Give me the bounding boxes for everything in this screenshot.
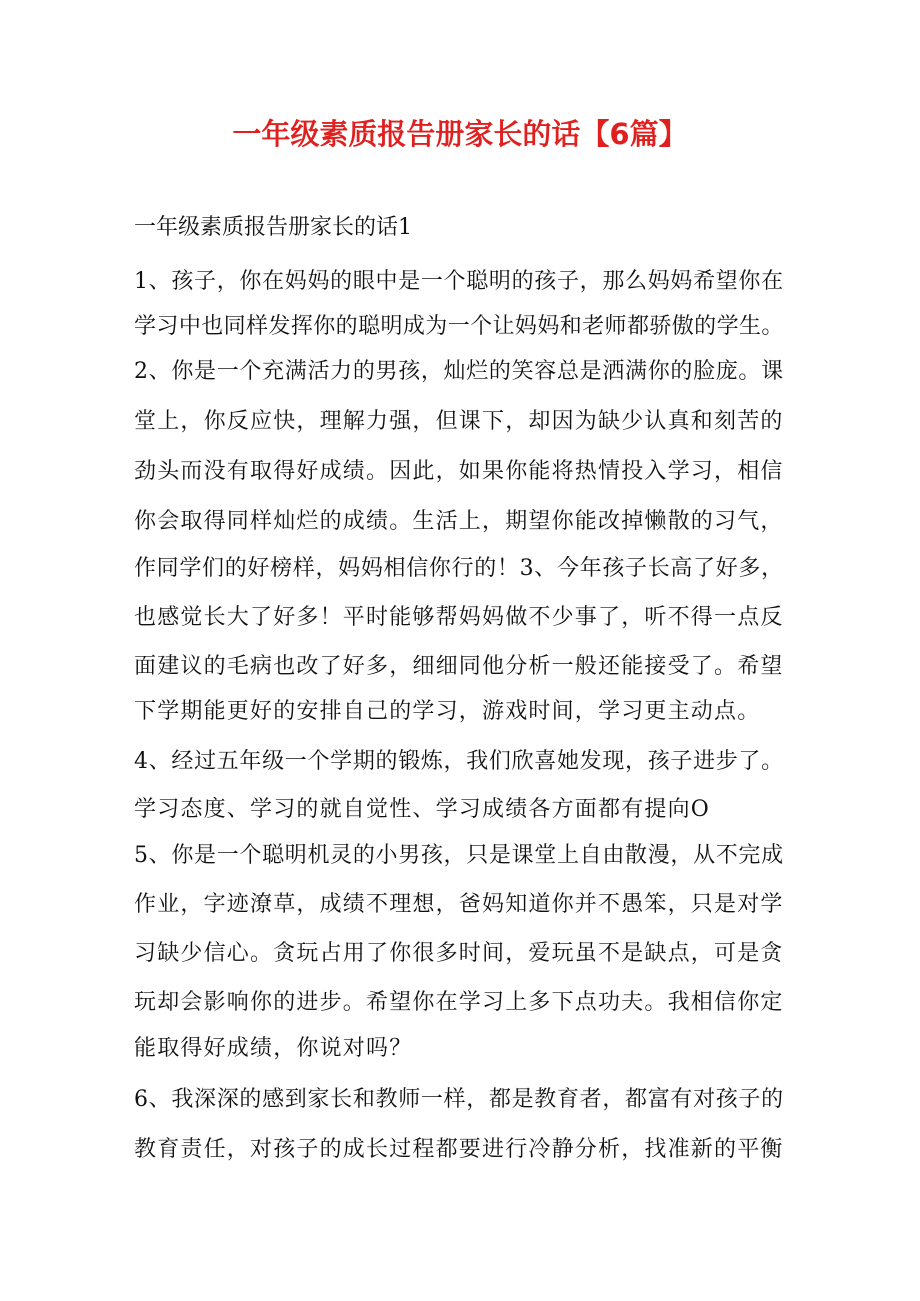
paragraph-line: 面建议的毛病也改了好多，细细同他分析一般还能接受了。希望 — [134, 654, 784, 679]
paragraph-line: 5、你是一个聪明机灵的小男孩，只是课堂上自由散漫，从不完成 — [134, 843, 784, 868]
paragraph-line: 下学期能更好的安排自己的学习，游戏时间，学习更主动点。 — [134, 699, 761, 724]
paragraph-line: 也感觉长大了好多！平时能够帮妈妈做不少事了，听不得一点反 — [134, 605, 784, 630]
paragraph-line: 作业，字迹潦草，成绩不理想，爸妈知道你并不愚笨，只是对学 — [134, 892, 784, 917]
paragraph-line: 学习态度、学习的就自觉性、学习成绩各方面都有提向O — [134, 797, 711, 822]
paragraph-line: 6、我深深的感到家长和教师一样，都是教育者，都富有对孩子的 — [134, 1087, 784, 1112]
paragraph-line: 1、孩子，你在妈妈的眼中是一个聪明的孩子，那么妈妈希望你在 — [134, 269, 784, 294]
paragraph-line: 学习中也同样发挥你的聪明成为一个让妈妈和老师都骄傲的学生。 — [134, 314, 784, 339]
paragraph-line: 玩却会影响你的进步。希望你在学习上多下点功夫。我相信你定 — [134, 990, 784, 1015]
paragraph-line: 你会取得同样灿烂的成绩。生活上，期望你能改掉懒散的习气， — [134, 509, 784, 534]
section-heading: 一年级素质报告册家长的话1 — [134, 215, 412, 240]
paragraph-line: 2、你是一个充满活力的男孩，灿烂的笑容总是洒满你的脸庞。课 — [134, 359, 784, 384]
paragraph-line: 习缺少信心。贪玩占用了你很多时间，爱玩虽不是缺点，可是贪 — [134, 941, 784, 966]
document-title: 一年级素质报告册家长的话【6篇】 — [232, 117, 688, 151]
paragraph-line: 堂上，你反应快，理解力强，但课下，却因为缺少认真和刻苦的 — [134, 409, 784, 434]
paragraph-line: 4、经过五年级一个学期的锻炼，我们欣喜她发现，孩子进步了。 — [134, 749, 784, 774]
paragraph-line: 劲头而没有取得好成绩。因此，如果你能将热情投入学习，相信 — [134, 459, 784, 484]
paragraph-line: 作同学们的好榜样，妈妈相信你行的！3、今年孩子长高了好多， — [134, 556, 784, 581]
paragraph-line: 教育责任，对孩子的成长过程都要进行冷静分析，找准新的平衡 — [134, 1137, 784, 1162]
paragraph-line: 能取得好成绩，你说对吗？ — [134, 1036, 413, 1061]
